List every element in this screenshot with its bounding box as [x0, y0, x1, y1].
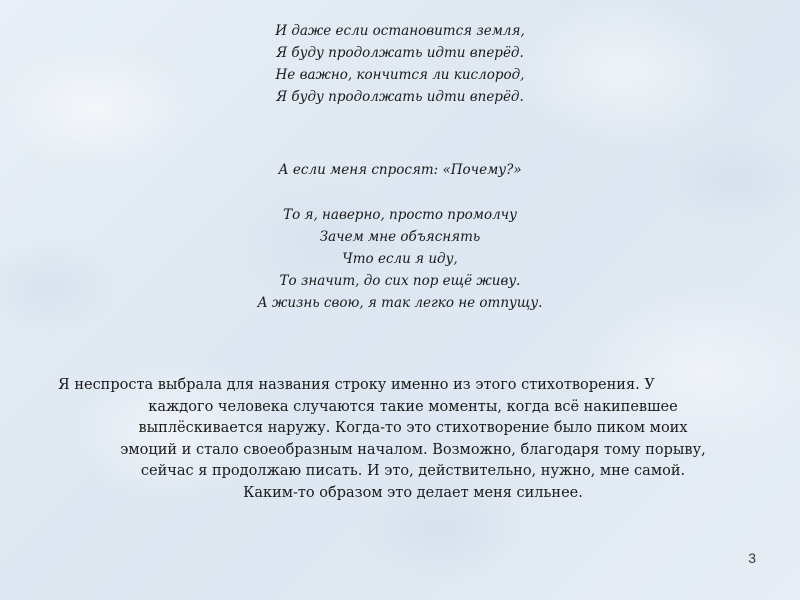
poem-line: То я, наверно, просто промолчу: [283, 207, 517, 223]
commentary-paragraph: [58, 375, 758, 504]
poem-stanza-2: [200, 159, 600, 181]
commentary-line: каждого человека случаются такие моменты, когда всё накипевшее: [148, 398, 678, 415]
poem-line: Зачем мне объяснять: [319, 229, 481, 245]
poem-line: А если меня спросят: «Почему?»: [278, 162, 522, 178]
poem-line: Я буду продолжать идти вперёд.: [276, 45, 524, 61]
poem-line: Не важно, кончится ли кислород,: [275, 67, 525, 83]
page-number: 3: [748, 550, 756, 566]
poem-line: И даже если остановится земля,: [275, 23, 525, 39]
commentary-line: сейчас я продолжаю писать. И это, действительно, нужно, мне самой.: [140, 463, 686, 479]
poem-line: Что если я иду,: [342, 251, 458, 267]
commentary-line: Я неспроста выбрала для названия строку именно из этого стихотворения. У: [58, 377, 655, 393]
poem-line: А жизнь свою, я так легко не отпущу.: [257, 295, 543, 311]
commentary-line: Каким-то образом это делает меня сильнее.: [243, 484, 583, 501]
poem-line: То значит, до сих пор ещё живу.: [279, 273, 521, 289]
poem-stanza-3: [200, 204, 600, 314]
poem-line: Я буду продолжать идти вперёд.: [276, 89, 524, 105]
commentary-line: эмоций и стало своеобразным началом. Возможно, благодаря тому порыву,: [120, 441, 706, 458]
commentary-line: выплёскивается наружу. Когда-то это стихотворение было пиком моих: [138, 420, 688, 436]
poem-stanza-1: [200, 20, 600, 108]
